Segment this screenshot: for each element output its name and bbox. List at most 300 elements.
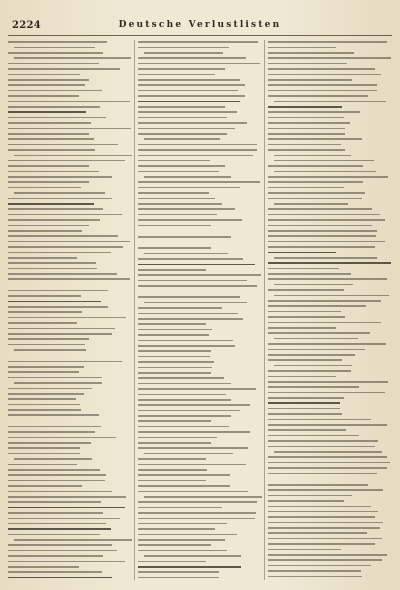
list-item	[268, 289, 392, 293]
list-item	[268, 41, 392, 45]
list-item	[268, 192, 392, 196]
list-item	[138, 399, 262, 403]
list-item	[268, 52, 392, 56]
list-item	[8, 523, 132, 527]
list-item	[138, 518, 262, 522]
list-item	[138, 507, 262, 511]
list-item	[138, 404, 262, 408]
list-item	[8, 458, 132, 462]
list-item	[138, 219, 262, 223]
list-item	[268, 549, 392, 553]
list-item	[8, 491, 132, 495]
list-item	[138, 57, 262, 61]
list-item	[138, 420, 262, 424]
list-item	[268, 160, 392, 164]
list-item	[138, 269, 262, 273]
list-item	[268, 343, 392, 347]
list-item	[138, 361, 262, 365]
list-item	[138, 561, 262, 565]
list-item	[268, 257, 392, 261]
list-item	[138, 214, 262, 218]
list-item	[8, 464, 132, 468]
list-item	[138, 280, 262, 284]
list-item	[268, 456, 392, 460]
list-item	[268, 565, 392, 569]
list-item	[8, 501, 132, 505]
list-item	[268, 214, 392, 218]
list-item	[8, 437, 132, 441]
list-item	[268, 138, 392, 142]
page-number: 2224	[12, 20, 42, 31]
list-item	[138, 296, 262, 300]
list-item	[268, 149, 392, 153]
list-item	[138, 388, 262, 392]
list-item	[8, 235, 132, 239]
list-column-2	[138, 40, 262, 580]
list-item	[138, 63, 262, 67]
running-title: Deutsche Verlustlisten	[118, 20, 282, 30]
list-item	[8, 496, 132, 500]
list-item	[8, 512, 132, 516]
list-item	[8, 442, 132, 446]
list-item	[8, 283, 132, 289]
list-item	[8, 311, 132, 315]
list-item	[138, 523, 262, 527]
list-item	[138, 464, 262, 468]
list-item	[8, 555, 132, 559]
list-item	[268, 495, 392, 499]
list-item	[8, 47, 132, 51]
list-item	[8, 306, 132, 310]
list-item	[138, 350, 262, 354]
list-item	[138, 203, 262, 207]
list-item	[138, 117, 262, 121]
list-item	[268, 230, 392, 234]
header-rule	[8, 35, 392, 36]
list-item	[8, 317, 132, 321]
list-item	[8, 117, 132, 121]
list-item	[268, 252, 392, 256]
list-item	[8, 388, 132, 392]
list-item	[138, 426, 262, 430]
list-item	[138, 458, 262, 462]
list-item	[268, 133, 392, 137]
list-item	[268, 359, 392, 363]
list-item	[138, 111, 262, 115]
list-item	[268, 57, 392, 61]
list-item	[8, 566, 132, 570]
list-item	[268, 392, 392, 396]
list-item	[8, 79, 132, 83]
list-item	[8, 74, 132, 78]
list-item	[268, 500, 392, 504]
list-item	[8, 187, 132, 191]
list-item	[8, 155, 132, 159]
list-item	[138, 469, 262, 473]
list-item	[268, 440, 392, 444]
list-item	[138, 329, 262, 333]
list-item	[138, 571, 262, 575]
list-item	[138, 447, 262, 451]
list-item	[138, 192, 262, 196]
list-column-3	[268, 40, 392, 580]
list-item	[8, 90, 132, 94]
list-item	[138, 437, 262, 441]
list-item	[138, 95, 262, 99]
list-item	[8, 262, 132, 266]
list-item	[138, 264, 262, 268]
list-item	[268, 506, 392, 510]
list-item	[8, 246, 132, 250]
list-item	[8, 431, 132, 435]
list-item	[268, 322, 392, 326]
list-item	[8, 550, 132, 554]
list-item	[138, 79, 262, 83]
list-item	[268, 446, 392, 450]
list-item	[138, 258, 262, 262]
list-item	[138, 247, 262, 251]
list-item	[268, 381, 392, 385]
list-item	[138, 528, 262, 532]
list-item	[8, 181, 132, 185]
list-item	[8, 328, 132, 332]
list-item	[268, 554, 392, 558]
list-item	[8, 539, 132, 543]
list-item	[138, 313, 262, 317]
list-item	[268, 63, 392, 67]
list-item	[8, 214, 132, 218]
list-item	[138, 160, 262, 164]
list-item	[138, 307, 262, 311]
list-item	[8, 561, 132, 565]
list-item	[138, 171, 262, 175]
list-item	[138, 41, 262, 45]
list-item	[138, 198, 262, 202]
list-item	[138, 149, 262, 153]
list-item	[8, 101, 132, 105]
list-item	[8, 128, 132, 132]
list-item	[138, 84, 262, 88]
list-item	[268, 570, 392, 574]
list-item	[8, 149, 132, 153]
list-item	[138, 253, 262, 257]
list-item	[268, 477, 392, 483]
list-item	[8, 63, 132, 67]
list-item	[8, 225, 132, 229]
list-item	[268, 117, 392, 121]
list-item	[8, 257, 132, 261]
list-item	[8, 571, 132, 575]
list-item	[8, 138, 132, 142]
list-item	[268, 219, 392, 223]
list-item	[268, 165, 392, 169]
list-item	[268, 311, 392, 315]
list-item	[8, 507, 132, 511]
list-item	[268, 538, 392, 542]
list-item	[138, 74, 262, 78]
list-item	[8, 219, 132, 223]
list-item	[8, 338, 132, 342]
list-item	[138, 122, 262, 126]
list-item	[8, 371, 132, 375]
list-item	[268, 429, 392, 433]
list-item	[138, 208, 262, 212]
list-item	[268, 47, 392, 51]
list-item	[268, 79, 392, 83]
list-item	[268, 332, 392, 336]
list-item	[8, 230, 132, 234]
list-item	[138, 240, 262, 246]
list-item	[8, 41, 132, 45]
list-item	[8, 68, 132, 72]
list-item	[8, 241, 132, 245]
list-item	[268, 128, 392, 132]
list-item	[138, 138, 262, 142]
list-item	[8, 426, 132, 430]
list-item	[8, 171, 132, 175]
list-item	[268, 424, 392, 428]
list-item	[8, 366, 132, 370]
list-item	[268, 522, 392, 526]
list-item	[138, 431, 262, 435]
list-item	[8, 252, 132, 256]
list-columns	[8, 40, 392, 580]
list-item	[268, 84, 392, 88]
list-item	[268, 559, 392, 563]
list-item	[8, 192, 132, 196]
list-item	[268, 349, 392, 353]
list-item	[8, 419, 132, 425]
list-item	[8, 144, 132, 148]
list-item	[138, 496, 262, 500]
list-item	[138, 415, 262, 419]
page-header	[8, 20, 392, 34]
list-item	[138, 187, 262, 191]
list-item	[268, 435, 392, 439]
list-item	[268, 305, 392, 309]
list-item	[268, 386, 392, 390]
list-item	[138, 229, 262, 235]
list-item	[8, 453, 132, 457]
list-item	[138, 323, 262, 327]
list-item	[138, 383, 262, 387]
list-item	[268, 235, 392, 239]
list-item	[268, 402, 392, 406]
list-item	[138, 345, 262, 349]
list-item	[268, 451, 392, 455]
list-item	[138, 101, 262, 105]
list-item	[138, 144, 262, 148]
list-item	[138, 512, 262, 516]
list-item	[268, 419, 392, 423]
list-item	[268, 262, 392, 266]
list-item	[268, 208, 392, 212]
list-item	[138, 133, 262, 137]
list-item	[138, 176, 262, 180]
list-item	[268, 489, 392, 493]
list-item	[138, 128, 262, 132]
list-item	[8, 333, 132, 337]
list-item	[268, 111, 392, 115]
list-item	[8, 208, 132, 212]
list-item	[268, 354, 392, 358]
list-item	[138, 90, 262, 94]
list-item	[8, 404, 132, 408]
list-item	[8, 52, 132, 56]
list-item	[268, 101, 392, 105]
list-item	[138, 274, 262, 278]
list-item	[268, 90, 392, 94]
list-item	[8, 165, 132, 169]
list-item	[268, 511, 392, 515]
list-item	[8, 382, 132, 386]
list-item	[8, 133, 132, 137]
list-item	[268, 397, 392, 401]
list-item	[8, 273, 132, 277]
list-item	[268, 527, 392, 531]
list-item	[268, 225, 392, 229]
list-item	[268, 532, 392, 536]
list-item	[8, 57, 132, 61]
list-item	[138, 577, 262, 580]
list-item	[138, 491, 262, 495]
list-item	[138, 539, 262, 543]
list-item	[8, 528, 132, 532]
list-item	[8, 577, 132, 580]
list-item	[138, 474, 262, 478]
list-item	[138, 106, 262, 110]
list-item	[268, 144, 392, 148]
list-item	[268, 467, 392, 471]
list-item	[8, 518, 132, 522]
list-item	[138, 155, 262, 159]
list-item	[268, 198, 392, 202]
list-item	[138, 410, 262, 414]
list-item	[268, 316, 392, 320]
list-item	[268, 484, 392, 488]
list-item	[268, 376, 392, 380]
list-item	[138, 334, 262, 338]
list-item	[8, 268, 132, 272]
list-item	[268, 155, 392, 159]
list-item	[8, 95, 132, 99]
list-item	[138, 453, 262, 457]
list-item	[8, 474, 132, 478]
list-item	[268, 68, 392, 72]
list-item	[268, 300, 392, 304]
list-item	[8, 544, 132, 548]
list-item	[138, 47, 262, 51]
list-item	[268, 181, 392, 185]
list-item	[138, 181, 262, 185]
list-item	[138, 367, 262, 371]
list-item	[8, 485, 132, 489]
list-item	[268, 408, 392, 412]
list-item	[268, 413, 392, 417]
list-item	[8, 290, 132, 294]
list-item	[268, 284, 392, 288]
list-item	[268, 327, 392, 331]
list-item	[8, 106, 132, 110]
list-item	[8, 409, 132, 413]
list-item	[268, 241, 392, 245]
list-item	[138, 566, 262, 570]
list-item	[138, 501, 262, 505]
list-item	[138, 318, 262, 322]
list-item	[138, 372, 262, 376]
list-item	[138, 485, 262, 489]
list-item	[138, 165, 262, 169]
list-item	[138, 555, 262, 559]
list-item	[268, 95, 392, 99]
list-item	[138, 356, 262, 360]
list-item	[268, 74, 392, 78]
list-item	[8, 447, 132, 451]
list-item	[268, 370, 392, 374]
list-item	[138, 52, 262, 56]
list-item	[138, 534, 262, 538]
list-item	[268, 543, 392, 547]
list-item	[268, 338, 392, 342]
list-item	[268, 273, 392, 277]
list-item	[268, 203, 392, 207]
list-item	[268, 278, 392, 282]
list-item	[138, 340, 262, 344]
list-item	[138, 394, 262, 398]
list-item	[8, 84, 132, 88]
list-item	[8, 480, 132, 484]
list-item	[8, 122, 132, 126]
list-column-1	[8, 40, 132, 580]
list-item	[8, 361, 132, 365]
list-item	[8, 160, 132, 164]
list-item	[268, 187, 392, 191]
list-item	[268, 122, 392, 126]
list-item	[8, 469, 132, 473]
list-item	[8, 534, 132, 538]
list-item	[8, 398, 132, 402]
list-item	[8, 344, 132, 348]
list-item	[268, 171, 392, 175]
list-item	[268, 106, 392, 110]
list-item	[8, 295, 132, 299]
list-item	[138, 480, 262, 484]
list-item	[8, 322, 132, 326]
list-item	[8, 377, 132, 381]
list-item	[268, 295, 392, 299]
list-item	[8, 198, 132, 202]
list-item	[138, 377, 262, 381]
list-item	[268, 462, 392, 466]
list-item	[8, 301, 132, 305]
list-item	[268, 516, 392, 520]
list-item	[8, 111, 132, 115]
list-item	[268, 246, 392, 250]
list-item	[138, 302, 262, 306]
list-item	[8, 203, 132, 207]
list-item	[268, 268, 392, 272]
list-item	[268, 176, 392, 180]
list-item	[8, 176, 132, 180]
list-item	[8, 353, 132, 359]
list-item	[8, 393, 132, 397]
list-item	[138, 442, 262, 446]
list-item	[138, 550, 262, 554]
list-item	[268, 576, 392, 580]
list-item	[268, 365, 392, 369]
list-item	[138, 68, 262, 72]
list-item	[138, 289, 262, 295]
